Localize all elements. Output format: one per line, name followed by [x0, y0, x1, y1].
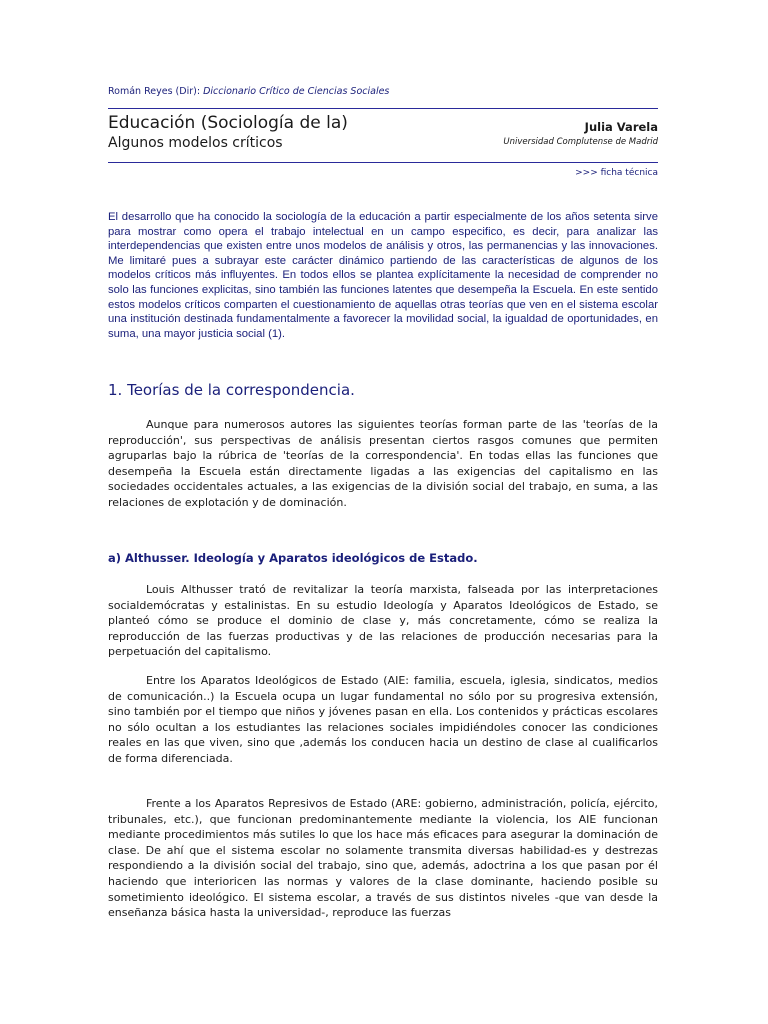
header-divider: [108, 162, 658, 163]
top-divider: [108, 108, 658, 109]
source-author: Román Reyes (Dir):: [108, 86, 201, 97]
body-paragraph-2: Entre los Aparatos Ideológicos de Estado (AIE: familia, escuela, iglesia, sindicatos, medios de comunicación..) la Escuela ocupa un lugar fundamental no sólo por su progresiva extensión, sino también por el tiempo que niños y jóvenes pasan en ella. Los contenidos y prácticas escolares no sólo ocultan a los estudiantes las relaciones sociales impidiéndoles conocer las condiciones reales en las que viven, sino que ,además los conducen hacia un destino de clase al cualificarlos de forma diferenciada.: [108, 674, 658, 765]
source-title: Diccionario Crítico de Ciencias Sociales: [203, 86, 390, 97]
subsection-heading: a) Althusser. Ideología y Aparatos ideológicos de Estado.: [108, 551, 478, 565]
source-line: [108, 86, 389, 97]
body-paragraph-1: Louis Althusser trató de revitalizar la teoría marxista, falseada por las interpretaciones socialdemócratas y estalinistas. En su estudio Ideología y Aparatos Ideológicos de Estado, se planteó cómo se produce el dominio de clase y, más concretamente, cómo se realiza la reproducción de las fuerzas productivas y de las relaciones de producción necesarias para la perpetuación del capitalismo.: [108, 583, 658, 659]
section-heading: 1. Teorías de la correspondencia.: [108, 381, 355, 399]
author-name: Julia Varela: [584, 120, 658, 134]
intro-paragraph: El desarrollo que ha conocido la sociología de la educación a partir especialmente de los años setenta sirve para mostrar como opera el trabajo intelectual en un campo especifico, es decir, para analizar las interdependencias que existen entre unos modelos de análisis y otros, las permanencias y las innovaciones. Me limitaré pues a subrayar este carácter dinámico partiendo de las características de algunos de los modelos críticos más influyentes. En todos ellos se plantea explícitamente la necesidad de comprender no solo las funciones explicitas, sino también las funciones latentes que desempeña la Escuela. En este sentido estos modelos críticos comparten el cuestionamiento de aquellas otras teorías que ven en el sistema escolar una institución destinada fundamentalmente a favorecer la movilidad social, la igualdad de oportunidades, en suma, una mayor justicia social (1).: [108, 211, 658, 340]
article-title: Educación (Sociología de la): [108, 113, 348, 133]
ficha-tecnica-link[interactable]: >>> ficha técnica: [575, 168, 658, 178]
body-paragraph-3: Frente a los Aparatos Represivos de Estado (ARE: gobierno, administración, policía, ejército, tribunales, etc.), que funcionan predominantemente mediante la violencia, los AIE funcionan mediante procedimientos más sutiles lo que los hace más eficaces para asegurar la dominación de clase. De ahí que el sistema escolar no solamente transmita diversas habilidad-es y destrezas respondiendo a la división social del trabajo, sino que, además, adoctrina a los que pasan por él haciendo que interioricen las normas y valores de la clase dominante, haciendo posible su sometimiento ideológico. El sistema escolar, a través de sus distintos niveles -que van desde la enseñanza básica hasta la universidad-, reproduce las fuerzas: [108, 797, 658, 920]
section-paragraph: Aunque para numerosos autores las siguientes teorías forman parte de las 'teorías de la reproducción', sus perspectivas de análisis presentan ciertos rasgos comunes que permiten agruparlas bajo la rúbrica de 'teorías de la correspondencia'. En todas ellas las funciones que desempeña la Escuela están directamente ligadas a las exigencias del capitalismo en las sociedades occidentales actuales, a las exigencias de la división social del trabajo, en suma, a las relaciones de explotación y de dominación.: [108, 418, 658, 509]
author-affiliation: Universidad Complutense de Madrid: [503, 137, 658, 147]
article-subtitle: Algunos modelos críticos: [108, 135, 283, 151]
